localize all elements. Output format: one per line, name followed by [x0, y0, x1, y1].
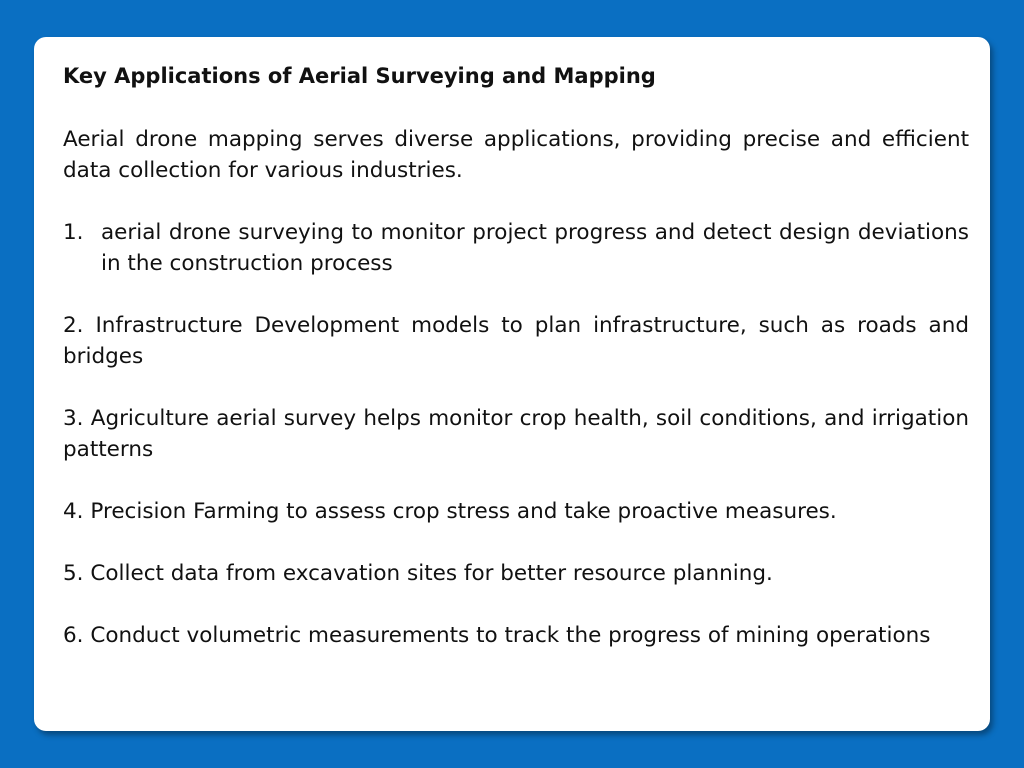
list-item-number: 1.	[63, 220, 84, 245]
list-item-2	[63, 310, 969, 372]
list-item-number: 3.	[63, 406, 84, 431]
list-item-3	[63, 403, 969, 465]
intro-paragraph: Aerial drone mapping serves diverse applications, providing precise and efficient data collection for various industries.	[63, 127, 969, 183]
list-item-4	[63, 496, 969, 527]
slide-card	[34, 37, 990, 731]
list-item-1	[63, 217, 969, 279]
slide-title: Key Applications of Aerial Surveying and Mapping	[63, 64, 656, 88]
list-item-number: 5.	[63, 561, 84, 586]
list-item-text: Conduct volumetric measurements to track the progress of mining operations	[90, 623, 931, 648]
list-item-number: 6.	[63, 623, 84, 648]
list-item-text: aerial drone surveying to monitor project progress and detect design deviations in the construction process	[101, 220, 969, 276]
list-item-text: Precision Farming to assess crop stress and take proactive measures.	[90, 499, 837, 524]
list-item-text: Agriculture aerial survey helps monitor crop health, soil conditions, and irrigation patterns	[63, 406, 969, 462]
list-item-5	[63, 558, 969, 589]
list-item-6	[63, 620, 969, 651]
list-item-number: 4.	[63, 499, 84, 524]
list-item-number: 2.	[63, 313, 84, 338]
list-item-text: Infrastructure Development models to plan infrastructure, such as roads and bridges	[63, 313, 970, 369]
list-item-text: Collect data from excavation sites for better resource planning.	[90, 561, 773, 586]
